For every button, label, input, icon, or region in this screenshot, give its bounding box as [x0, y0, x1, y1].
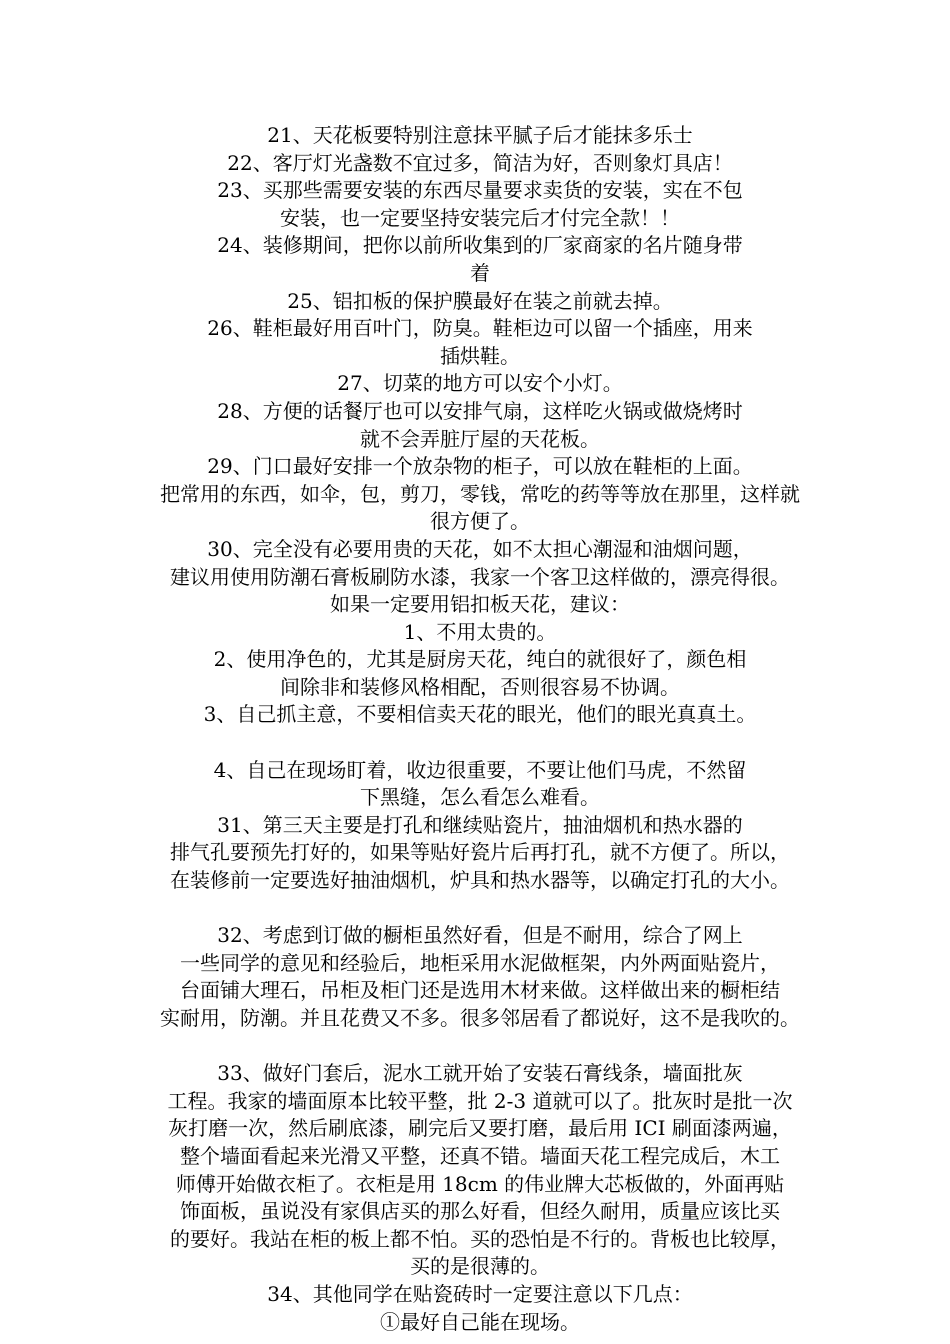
text-line: 29、门口最好安排一个放杂物的柜子，可以放在鞋柜的上面。 [207, 454, 753, 479]
text-line: 如果一定要用铝扣板天花，建议： [330, 592, 630, 617]
text-line: 23、买那些需要安装的东西尽量要求卖货的安装，实在不包 [217, 178, 743, 203]
text-line: 师傅开始做衣柜了。衣柜是用 18cm 的伟业牌大芯板做的，外面再贴 [175, 1171, 785, 1196]
text-line: 安装，也一定要坚持安装完后才付完全款！！ [280, 205, 680, 230]
text-line: 插烘鞋。 [440, 343, 520, 368]
text-line: 34、其他同学在贴瓷砖时一定要注意以下几点： [267, 1281, 693, 1306]
text-line: 工程。我家的墙面原本比较平整，批 2-3 道就可以了。批灰时是批一次 [167, 1088, 793, 1113]
text-line: 建议用使用防潮石膏板刷防水漆，我家一个客卫这样做的，漂亮得很。 [170, 564, 790, 589]
text-line: 33、做好门套后，泥水工就开始了安装石膏线条，墙面批灰 [217, 1061, 743, 1086]
text-line: 饰面板，虽说没有家俱店买的那么好看，但经久耐用，质量应该比买 [180, 1199, 780, 1224]
text-line: 32、考虑到订做的橱柜虽然好看，但是不耐用，综合了网上 [217, 923, 743, 948]
blank-line [140, 1033, 820, 1061]
text-line: 27、切菜的地方可以安个小灯。 [337, 371, 623, 396]
text-line: 灰打磨一次，然后刷底漆，刷完后又要打磨，最后用 ICI 刷面漆两遍， [168, 1116, 792, 1141]
text-line: 在装修前一定要选好抽油烟机，炉具和热水器等，以确定打孔的大小。 [170, 868, 790, 893]
text-line: 着 [470, 260, 490, 285]
text-line: 1、不用太贵的。 [403, 619, 557, 644]
text-line: 台面铺大理石，吊柜及柜门还是选用木材来做。这样做出来的橱柜结 [180, 978, 780, 1003]
text-line: 就不会弄脏厅屋的天花板。 [360, 426, 600, 451]
text-line: 21、天花板要特别注意抹平腻子后才能抹多乐士 [267, 123, 693, 147]
text-line: 3、自己抓主意，不要相信卖天花的眼光，他们的眼光真真土。 [203, 702, 757, 727]
text-line: 把常用的东西，如伞，包，剪刀，零钱，常吃的药等等放在那里，这样就 [160, 481, 800, 506]
blank-line [140, 895, 820, 923]
text-line: ①最好自己能在现场。 [380, 1309, 580, 1334]
text-line: 4、自己在现场盯着，收边很重要，不要让他们马虎，不然留 [213, 757, 747, 782]
text-line: 实耐用，防潮。并且花费又不多。很多邻居看了都说好，这不是我吹的。 [160, 1006, 800, 1030]
text-line: 间除非和装修风格相配，否则很容易不协调。 [280, 674, 680, 699]
text-line: 买的是很薄的。 [410, 1254, 550, 1279]
text-line: 一些同学的意见和经验后，地柜采用水泥做框架，内外两面贴瓷片， [180, 950, 780, 975]
text-line: 30、完全没有必要用贵的天花，如不太担心潮湿和油烟问题， [207, 536, 753, 561]
text-line: 下黑缝，怎么看怎么难看。 [360, 785, 600, 810]
text-line: 31、第三天主要是打孔和继续贴瓷片，抽油烟机和热水器的 [217, 812, 743, 837]
text-line: 很方便了。 [430, 509, 530, 534]
text-line: 22、客厅灯光盏数不宜过多，简洁为好，否则象灯具店！ [227, 150, 733, 175]
text-line: 26、鞋柜最好用百叶门，防臭。鞋柜边可以留一个插座，用来 [207, 316, 753, 341]
text-line: 28、方便的话餐厅也可以安排气扇，这样吃火锅或做烧烤时 [217, 398, 743, 423]
text-line: 25、铝扣板的保护膜最好在装之前就去掉。 [287, 288, 673, 313]
text-line: 2、使用净色的，尤其是厨房天花，纯白的就很好了，颜色相 [213, 647, 747, 672]
text-line: 24、装修期间，把你以前所收集到的厂家商家的名片随身带 [217, 233, 743, 258]
text-line: 排气孔要预先打好的，如果等贴好瓷片后再打孔，就不方便了。所以， [170, 840, 790, 865]
text-line: 的要好。我站在柜的板上都不怕。买的恐怕是不行的。背板也比较厚， [170, 1226, 790, 1251]
blank-line [140, 729, 820, 757]
text-line: 整个墙面看起来光滑又平整，还真不错。墙面天花工程完成后，木工 [180, 1143, 780, 1168]
document-body [140, 122, 820, 1336]
